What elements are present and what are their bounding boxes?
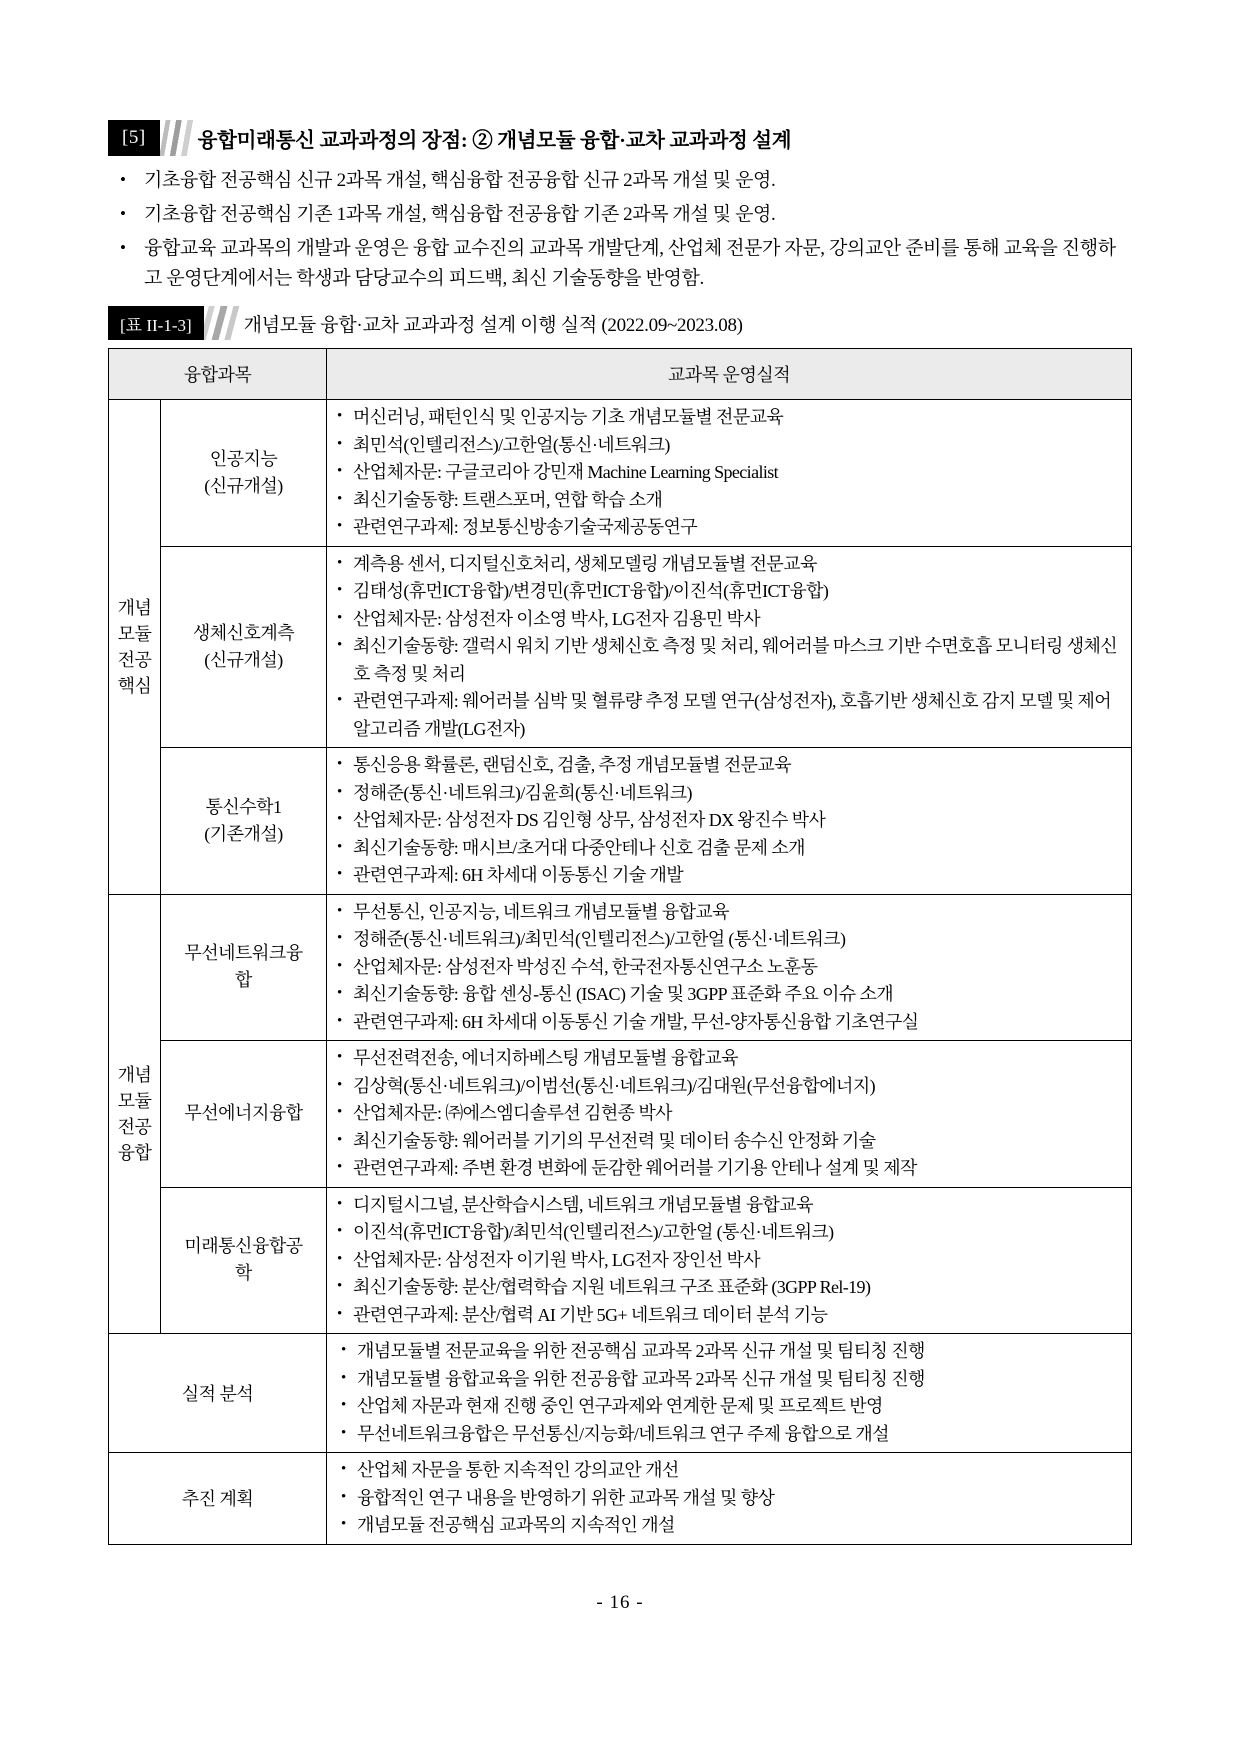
group-label-core <box>109 400 161 895</box>
list-item: • 관련연구과제: 정보통신방송기술국제공동연구 <box>333 514 1125 542</box>
header-cell-results: 교과목 운영실적 <box>327 349 1132 400</box>
list-item: • 김태성(휴먼ICT융합)/변경민(휴먼ICT융합)/이진석(휴먼ICT융합) <box>333 578 1125 606</box>
detail-list <box>333 1338 1125 1448</box>
subject-line: 무선네트워크융 <box>184 943 303 964</box>
section-bullet-list <box>108 166 1132 294</box>
list-item: • 최민석(인텔리전스)/고한얼(통신·네트워크) <box>333 432 1125 460</box>
table-header-row <box>109 349 1132 400</box>
group-label-line: 개념 <box>117 1064 152 1085</box>
group-label-convergence <box>109 894 161 1334</box>
list-item: • 산업체자문: 삼성전자 박성진 수석, 한국전자통신연구소 노훈동 <box>333 954 1125 982</box>
list-item: • 융합교육 교과목의 개발과 운영은 융합 교수진의 교과목 개발단계, 산업체 전문가 자문, 강의교안 준비를 통해 교육을 진행하고 운영단계에서는 학생과 담당교수의 피드백, 최신 기술동향을 반영함. <box>108 234 1132 294</box>
list-item: • 관련연구과제: 6H 차세대 이동통신 기술 개발 <box>333 862 1125 890</box>
header-cell-subject: 융합과목 <box>109 349 327 400</box>
list-item: • 무선통신, 인공지능, 네트워크 개념모듈별 융합교육 <box>333 899 1125 927</box>
group-label-line: 모듈 <box>117 623 152 644</box>
list-item: • 최신기술동향: 트랜스포머, 연합 학습 소개 <box>333 487 1125 515</box>
future-plan-details <box>327 1453 1132 1545</box>
detail-list <box>333 899 1125 1037</box>
list-item: • 최신기술동향: 갤럭시 워치 기반 생체신호 측정 및 처리, 웨어러블 마스크 기반 수면호흡 모니터링 생체신호 측정 및 처리 <box>333 633 1125 688</box>
list-item: • 디지털시그널, 분산학습시스템, 네트워크 개념모듈별 융합교육 <box>333 1192 1125 1220</box>
list-item: • 산업체자문: 삼성전자 이소영 박사, LG전자 김용민 박사 <box>333 606 1125 634</box>
group-label-line: 전공 <box>117 1116 152 1137</box>
table-row <box>109 546 1132 748</box>
subject-name <box>161 748 327 895</box>
curriculum-table <box>108 348 1132 1545</box>
section-tag: [5] <box>108 120 160 156</box>
subject-details <box>327 1041 1132 1188</box>
subject-line: 합 <box>235 970 252 991</box>
table-row <box>109 894 1132 1041</box>
performance-analysis-label: 실적 분석 <box>109 1334 327 1453</box>
subject-name <box>161 894 327 1041</box>
list-item: • 산업체 자문을 통한 지속적인 강의교안 개선 <box>333 1457 1125 1485</box>
list-item: • 개념모듈 전공핵심 교과목의 지속적인 개설 <box>333 1512 1125 1540</box>
subject-details <box>327 400 1132 547</box>
subject-line: 인공지능 <box>209 448 278 469</box>
table-row <box>109 400 1132 547</box>
list-item: • 개념모듈별 전문교육을 위한 전공핵심 교과목 2과목 신규 개설 및 팀티칭 진행 <box>333 1338 1125 1366</box>
list-item: • 최신기술동향: 융합 센싱-통신 (ISAC) 기술 및 3GPP 표준화 주요 이슈 소개 <box>333 981 1125 1009</box>
table-row <box>109 1187 1132 1334</box>
list-item: • 김상혁(통신·네트워크)/이범선(통신·네트워크)/김대원(무선융합에너지) <box>333 1073 1125 1101</box>
group-label-line: 융합 <box>117 1142 152 1163</box>
table-row <box>109 748 1132 895</box>
slant-decoration-icon <box>160 120 194 156</box>
list-item: • 개념모듈별 융합교육을 위한 전공융합 교과목 2과목 신규 개설 및 팀티칭 진행 <box>333 1366 1125 1394</box>
list-item: • 최신기술동향: 매시브/초거대 다중안테나 신호 검출 문제 소개 <box>333 835 1125 863</box>
detail-list <box>333 1045 1125 1183</box>
list-item: • 기초융합 전공핵심 신규 2과목 개설, 핵심융합 전공융합 신규 2과목 개설 및 운영. <box>108 166 1132 196</box>
group-label-line: 모듈 <box>117 1090 152 1111</box>
subject-details <box>327 1187 1132 1334</box>
subject-details <box>327 894 1132 1041</box>
list-item: • 무선전력전송, 에너지하베스팅 개념모듈별 융합교육 <box>333 1045 1125 1073</box>
group-label-line: 개념 <box>117 597 152 618</box>
subject-line: 미래통신융합공 <box>184 1236 303 1257</box>
list-item: • 관련연구과제: 분산/협력 AI 기반 5G+ 네트워크 데이터 분석 기능 <box>333 1302 1125 1330</box>
section-heading <box>108 120 1132 156</box>
detail-list <box>333 551 1125 744</box>
subject-line: (기존개설) <box>204 823 283 844</box>
group-label-line: 전공 <box>117 649 152 670</box>
list-item: • 융합적인 연구 내용을 반영하기 위한 교과목 개설 및 향상 <box>333 1485 1125 1513</box>
list-item: • 산업체자문: 삼성전자 이기원 박사, LG전자 장인선 박사 <box>333 1247 1125 1275</box>
subject-line: 학 <box>235 1263 252 1284</box>
page-number: - 16 - <box>596 1592 644 1613</box>
page-content <box>108 120 1132 1545</box>
future-plan-label: 추진 계획 <box>109 1453 327 1545</box>
list-item: • 통신응용 확률론, 랜덤신호, 검출, 추정 개념모듈별 전문교육 <box>333 752 1125 780</box>
list-item: • 관련연구과제: 웨어러블 심박 및 혈류량 추정 모델 연구(삼성전자), 호흡기반 생체신호 감지 모델 및 제어 알고리즘 개발(LG전자) <box>333 688 1125 743</box>
table-caption <box>108 306 1132 340</box>
list-item: • 이진석(휴먼ICT융합)/최민석(인텔리전스)/고한얼 (통신·네트워크) <box>333 1219 1125 1247</box>
table-caption-title: 개념모듈 융합·교차 교과과정 설계 이행 실적 (2022.09~2023.08) <box>243 314 743 336</box>
table-row <box>109 1453 1132 1545</box>
subject-name <box>161 1187 327 1334</box>
list-item: • 산업체자문: 삼성전자 DS 김인형 상무, 삼성전자 DX 왕진수 박사 <box>333 807 1125 835</box>
subject-line: 통신수학1 <box>205 796 282 817</box>
list-item: • 무선네트워크융합은 무선통신/지능화/네트워크 연구 주제 융합으로 개설 <box>333 1421 1125 1449</box>
detail-list <box>333 404 1125 542</box>
list-item: • 최신기술동향: 웨어러블 기기의 무선전력 및 데이터 송수신 안정화 기술 <box>333 1128 1125 1156</box>
list-item: • 최신기술동향: 분산/협력학습 지원 네트워크 구조 표준화 (3GPP Rel-19) <box>333 1274 1125 1302</box>
subject-line: 생체신호계측 <box>192 622 295 643</box>
group-label-line: 핵심 <box>117 675 152 696</box>
list-item: • 산업체 자문과 현재 진행 중인 연구과제와 연계한 문제 및 프로젝트 반영 <box>333 1393 1125 1421</box>
subject-line: 무선에너지융합 <box>184 1103 303 1124</box>
table-row <box>109 1334 1132 1453</box>
list-item: • 계측용 센서, 디지털신호처리, 생체모델링 개념모듈별 전문교육 <box>333 551 1125 579</box>
subject-line: (신규개설) <box>204 649 283 670</box>
list-item: • 관련연구과제: 주변 환경 변화에 둔감한 웨어러블 기기용 안테나 설계 및 제작 <box>333 1155 1125 1183</box>
list-item: • 산업체자문: 구글코리아 강민재 Machine Learning Specialist <box>333 459 1125 487</box>
table-tag: [표 II-1-3] <box>108 306 204 340</box>
subject-details <box>327 546 1132 748</box>
section-title: 융합미래통신 교과과정의 장점: ② 개념모듈 융합·교차 교과과정 설계 <box>197 130 792 152</box>
list-item: • 정해준(통신·네트워크)/김윤희(통신·네트워크) <box>333 780 1125 808</box>
list-item: • 산업체자문: ㈜에스엠디솔루션 김현종 박사 <box>333 1100 1125 1128</box>
subject-line: (신규개설) <box>204 475 283 496</box>
list-item: • 기초융합 전공핵심 기존 1과목 개설, 핵심융합 전공융합 기존 2과목 개설 및 운영. <box>108 200 1132 230</box>
table-row <box>109 1041 1132 1188</box>
subject-details <box>327 748 1132 895</box>
subject-name <box>161 546 327 748</box>
detail-list <box>333 1457 1125 1540</box>
slant-decoration-icon <box>204 306 244 340</box>
list-item: • 관련연구과제: 6H 차세대 이동통신 기술 개발, 무선-양자통신융합 기초연구실 <box>333 1009 1125 1037</box>
list-item: • 머신러닝, 패턴인식 및 인공지능 기초 개념모듈별 전문교육 <box>333 404 1125 432</box>
performance-analysis-details <box>327 1334 1132 1453</box>
list-item: • 정해준(통신·네트워크)/최민석(인텔리전스)/고한얼 (통신·네트워크) <box>333 926 1125 954</box>
detail-list <box>333 1192 1125 1330</box>
subject-name <box>161 400 327 547</box>
subject-name <box>161 1041 327 1188</box>
detail-list <box>333 752 1125 890</box>
